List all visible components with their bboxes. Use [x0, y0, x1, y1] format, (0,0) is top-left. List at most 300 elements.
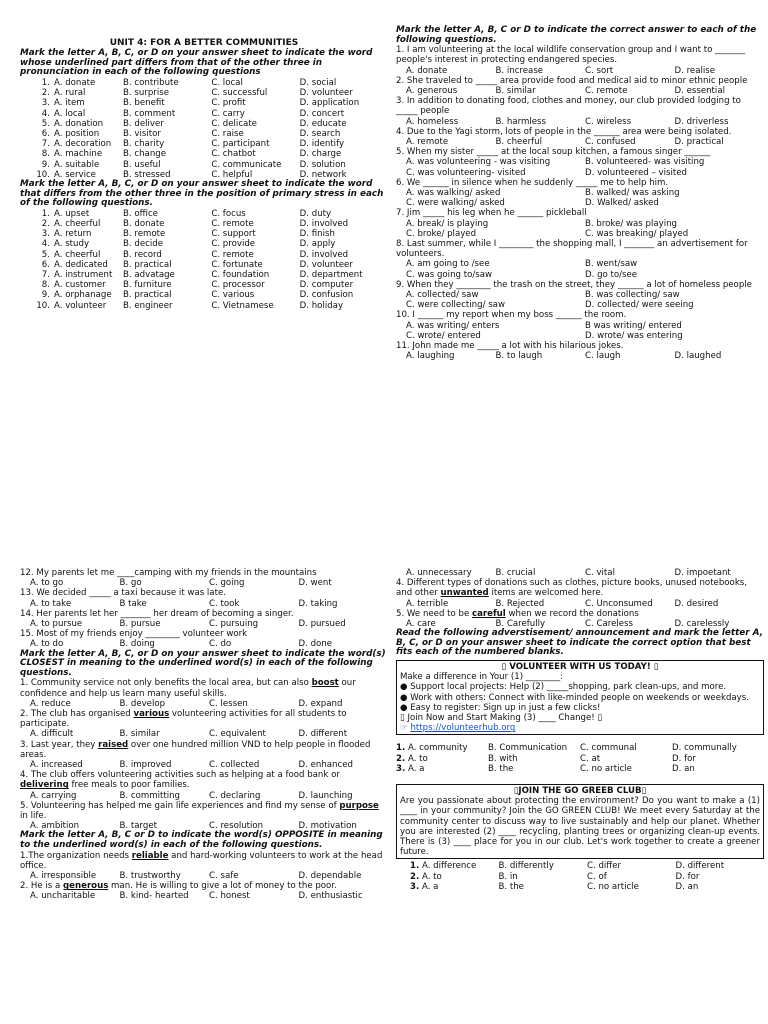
option-b: B. change [123, 149, 167, 160]
options-row [20, 871, 388, 881]
option-b: B. decide [123, 239, 163, 250]
underlined-word: boost [311, 678, 339, 689]
option-c: C. vital [585, 568, 615, 578]
option-d: D. practical [674, 137, 724, 148]
answer-a [410, 872, 499, 882]
question-number: 2. [41, 219, 50, 229]
option-d: D. wrote/ was entering [585, 330, 683, 341]
options-row [20, 760, 388, 770]
volunteerhub-link[interactable]: https://volunteerhub.org [410, 723, 516, 734]
answer-a-text: A. community [407, 743, 468, 754]
option-a: A. increased [30, 760, 83, 771]
option-a: A. was writing/ enters [406, 320, 500, 331]
question-row [20, 270, 388, 280]
option-text: A. volunteer [54, 300, 107, 311]
answer-b: B. Communication [488, 743, 568, 754]
option-c: C. honest [209, 891, 250, 902]
question-pre: 5. Volunteering has helped me gain life experiences and find my sense of [20, 800, 340, 811]
question-row [20, 219, 388, 229]
option-c: C. successful [211, 88, 268, 99]
option-c: C. chatbot [211, 149, 256, 160]
question-post: over one hundred million VND to help people in flooded areas. [20, 739, 371, 760]
option-d: D. charge [299, 149, 342, 160]
answer-number: 1. [410, 861, 420, 872]
answer-row [396, 754, 764, 764]
question-number: 8. [41, 280, 50, 291]
option-c: C. participant [211, 139, 270, 150]
option-d: D. network [299, 169, 347, 180]
green-club-text: Are you passionate about protecting the environment? Do you want to make a (1) ____ in your community? Join the GO GREEN CLUB! We meet every Saturday at the community center to discuss way to live sustainably and help our planet. Whether you are interested (2) ____ recycling, planting trees or organizing clean-up events. There is (3) ____ place for you in our club. Let's work together to create a greener future. [400, 796, 760, 858]
option-text: A. local [54, 108, 86, 119]
page-top-left [20, 26, 388, 311]
option-d: D. department [299, 270, 363, 281]
answer-a [396, 754, 488, 764]
option-d: D. confusion [299, 290, 354, 301]
option-text: A. study [54, 239, 90, 250]
option-c: C. focus [211, 208, 246, 219]
green-club-title: ▯JOIN THE GO GREEB CLUB▯ [513, 786, 647, 797]
pointing-hand-icon: ☞ [400, 723, 411, 734]
question-number: 10. [36, 169, 50, 180]
option-c: C. laugh [585, 351, 621, 362]
option-c: C. wireless [585, 116, 632, 127]
option-text: A. donation [54, 118, 104, 129]
question-number: 5. [41, 249, 50, 260]
options-row [20, 578, 388, 588]
opposite-instruction: Mark the letter A, B, C or D to indicate the word(s) OPPOSITE in meaning to the underlined word(s) in each of the following questions. [20, 830, 383, 851]
question-number: 6. [41, 259, 50, 270]
options-row [396, 290, 764, 310]
option-d: D. different [298, 729, 348, 740]
question-number: 10. [36, 300, 50, 311]
opposite-questions-more [396, 578, 764, 629]
question-number: 5. [41, 118, 50, 129]
question-number: 4. [41, 108, 50, 119]
option-d: D. dependable [298, 871, 362, 882]
question-row [20, 149, 388, 159]
options-row [20, 599, 388, 609]
answer-c: C. no article [580, 763, 632, 774]
ad-line: ● Support local projects: Help (2) _____shopping, park clean-ups, and more. [400, 682, 727, 693]
option-a: A. to take [30, 598, 72, 609]
option-d: D. solution [299, 159, 346, 170]
option-d: D. desired [674, 598, 719, 609]
page-bottom-right [396, 568, 764, 892]
carry-over-options [396, 568, 764, 578]
question-pre: 3. Last year, they [20, 739, 99, 750]
pronunciation-instruction: Mark the letter A, B, C, or D on your answer sheet to indicate the word whose underlined part differs from that of the other three in pronunciation in each of the following questions [20, 48, 373, 78]
answer-number: 2. [396, 753, 406, 764]
option-b: B. remote [123, 229, 166, 240]
option-c: C. carry [211, 108, 245, 119]
option-b: B. went/saw [585, 259, 638, 270]
question-row [20, 280, 388, 290]
options-row [20, 619, 388, 629]
answer-row [410, 861, 764, 871]
question-row [20, 229, 388, 239]
question-row [20, 88, 388, 98]
option-b: B. to laugh [495, 351, 543, 362]
question-text: 14. Her parents let her _______ her dream of becoming a singer. [20, 608, 294, 619]
question-text: 11. John made me _____ a lot with his hilarious jokes. [396, 341, 624, 352]
option-d: D. taking [298, 598, 338, 609]
option-text: A. customer [54, 280, 106, 291]
option-c: C. various [211, 290, 255, 301]
question-number: 9. [41, 159, 50, 170]
answer-a-text: A. a [407, 763, 425, 774]
option-a [20, 290, 123, 300]
option-c: C. support [211, 229, 256, 240]
option-text: A. dedicated [54, 259, 108, 270]
option-d: D. done [298, 639, 333, 650]
option-text: A. position [54, 129, 100, 139]
option-d: D. essential [674, 86, 725, 96]
question-pre: 5. We need to be [396, 608, 472, 619]
question-number: 1. [41, 208, 50, 219]
option-b: B. contribute [123, 77, 179, 88]
option-d: D. collected/ were seeing [585, 300, 694, 311]
option-c: C. resolution [209, 821, 264, 832]
option-a: A. carrying [30, 790, 77, 801]
underlined-word: unwanted [440, 588, 489, 599]
ad-line: ▯ Join Now and Start Making (3) ____ Change! ▯ [400, 713, 603, 724]
answer-b: B. in [498, 871, 518, 882]
opposite-questions [20, 851, 388, 902]
option-c: C. declaring [209, 790, 261, 801]
question-text: 12. My parents let me ____camping with my friends in the mountains [20, 568, 317, 578]
option-d: D. duty [299, 208, 332, 219]
option-c: C. raise [211, 129, 244, 139]
question-post: our confidence and help us learn many useful skills. [20, 678, 356, 699]
option-b: B. increase [495, 65, 544, 76]
question-pre: 1.The organization needs [20, 850, 132, 861]
option-a: A. difficult [30, 729, 74, 740]
option-b: B. go [119, 578, 142, 589]
question-row [20, 139, 388, 149]
answer-b: B. the [488, 763, 514, 774]
option-text: A. return [54, 229, 92, 240]
option-b: B. develop [119, 698, 166, 709]
option-c: C. Careless [585, 619, 633, 630]
answer-a-text: A. to [407, 753, 428, 764]
option-c: C. pursuing [209, 619, 259, 630]
option-d: D. educate [299, 118, 347, 129]
question-row [20, 78, 388, 88]
option-d: D. carelessly [674, 619, 730, 630]
options-row [396, 188, 764, 208]
question-text: 15. Most of my friends enjoy ________ volunteer work [20, 629, 248, 640]
option-b: B. record [123, 249, 162, 260]
option-c: C. foundation [211, 270, 270, 281]
answer-number: 2. [410, 871, 420, 882]
option-a [20, 301, 123, 311]
option-text: A. suitable [54, 159, 100, 170]
question-pre: 2. He is a [20, 881, 64, 892]
option-d: D. holiday [299, 300, 344, 311]
option-a: A. care [406, 619, 436, 630]
volunteer-ad-answers [396, 743, 764, 774]
verb-form-questions [20, 568, 388, 650]
option-d: D. volunteer [299, 88, 353, 99]
question-text: 3. In addition to donating food, clothes and money, our club provided lodging to _____ people [396, 96, 741, 117]
question-row [20, 209, 388, 219]
option-b: B. volunteered- was visiting [585, 157, 705, 168]
option-a [20, 260, 123, 270]
option-a: A. to go [30, 578, 64, 589]
option-text: A. cheerful [54, 249, 101, 260]
option-b: B. stressed [123, 169, 171, 180]
answer-b: B. with [488, 753, 518, 764]
option-d: D. finish [299, 229, 335, 240]
question-row [20, 290, 388, 300]
answer-row [410, 872, 764, 882]
page-bottom-left [20, 568, 388, 902]
question-row [20, 260, 388, 270]
answer-c: C. differ [587, 861, 622, 872]
option-d: D. enthusiastic [298, 891, 363, 902]
option-b: B. walked/ was asking [585, 188, 680, 199]
question-number: 3. [41, 98, 50, 109]
answer-c: C. at [580, 753, 601, 764]
option-b: B. kind- hearted [119, 891, 189, 902]
option-b: B. similar [495, 86, 536, 96]
option-b: B. practical [123, 290, 172, 301]
option-c: C. safe [209, 871, 239, 882]
option-c: C. equivalent [209, 729, 266, 740]
option-c: C. collected [209, 760, 260, 771]
answer-a-text: A. difference [421, 861, 477, 872]
option-b: B. cheerful [495, 137, 542, 148]
option-c: C. going [209, 578, 245, 589]
option-text: A. orphanage [54, 290, 112, 301]
option-d: D. launching [298, 790, 353, 801]
option-a: A. terrible [406, 598, 449, 609]
option-d: D. social [299, 77, 337, 88]
question-row [20, 250, 388, 260]
question-number: 7. [41, 270, 50, 281]
question-post: when we record the donations [505, 608, 639, 619]
unit-title: UNIT 4: FOR A BETTER COMMUNITIES [109, 38, 299, 48]
volunteer-ad-lines [400, 672, 760, 723]
question-number: 1. [41, 77, 50, 88]
stress-instruction: Mark the letter A, B, C, or D on your answer sheet to indicate the word that differs from the other three in the position of primary stress in each of the following questions. [20, 179, 384, 209]
option-d: D. go to/see [585, 269, 638, 280]
option-d: D. application [299, 98, 360, 109]
option-d: D. realise [674, 65, 716, 76]
option-b: B. committing [119, 790, 181, 801]
question-text [20, 770, 388, 790]
option-text: A. instrument [54, 270, 113, 281]
option-text: A. upset [54, 208, 90, 219]
option-b: B. similar [119, 729, 160, 740]
question-post: items are welcomed here. [488, 588, 604, 599]
question-text: 7. Jim _____ his leg when he ______ pickleball [396, 208, 587, 219]
option-c: C. was volunteering- visited [406, 167, 526, 178]
answer-a [396, 743, 488, 753]
question-text [396, 609, 764, 619]
question-number: 7. [41, 139, 50, 150]
option-a: A. homeless [406, 116, 459, 127]
option-b: B. advatage [123, 270, 175, 281]
option-text: A. machine [54, 149, 103, 160]
option-a: A. to pursue [30, 619, 83, 630]
option-c: C. took [209, 598, 240, 609]
option-a: A. remote [406, 137, 449, 148]
option-c: C. remote [211, 219, 254, 229]
answer-b: B. differently [498, 861, 554, 872]
option-b: B. benefit [123, 98, 165, 109]
option-b: B take [119, 598, 147, 609]
option-text: A. rural [54, 88, 86, 99]
question-text [20, 709, 388, 729]
option-d: C. was breaking/ played [585, 228, 689, 239]
question-text [20, 740, 388, 760]
options-row [396, 321, 764, 341]
question-number: 2. [41, 88, 50, 99]
option-c: C. local [211, 77, 243, 88]
option-c: C. Vietnamese [211, 300, 274, 311]
option-b: B. harmless [495, 116, 546, 127]
option-d: D. apply [299, 239, 336, 250]
option-a: A. to do [30, 639, 64, 650]
green-club-answers [396, 861, 764, 892]
option-a: A. uncharitable [30, 891, 96, 902]
option-a: A. donate [406, 65, 448, 76]
option-b: B. target [119, 821, 157, 832]
option-b: B. Rejected [495, 598, 545, 609]
answer-row [410, 882, 764, 892]
question-post: man. He is willing to give a lot of money to the poor. [108, 881, 337, 892]
question-row [20, 98, 388, 108]
answer-number: 3. [410, 881, 420, 892]
options-row [396, 259, 764, 279]
option-a [20, 109, 123, 119]
options-row [396, 117, 764, 127]
underlined-word: various [133, 709, 170, 720]
option-b: B was writing/ entered [585, 320, 682, 331]
option-a [20, 98, 123, 108]
option-text: A. decoration [54, 139, 112, 150]
question-text: 5. When my sister _____ at the local soup kitchen, a famous singer ______ [396, 147, 711, 158]
answer-d: D. an [672, 763, 695, 774]
option-b: B. office [123, 208, 158, 219]
question-number: 9. [41, 290, 50, 301]
question-pre: 4. Different types of donations such as clothes, picture books, unused notebooks, and other [396, 578, 748, 599]
option-a: A. generous [406, 86, 458, 96]
underlined-word: careful [471, 608, 506, 619]
option-b: B. Carefully [495, 619, 546, 630]
option-d: D. impoetant [674, 568, 731, 578]
option-b: B. was collecting/ saw [585, 290, 680, 301]
option-d: D. enhanced [298, 760, 353, 771]
question-text: 13. We decided _____ a taxi because it was late. [20, 588, 226, 599]
option-c: C. lessen [209, 698, 248, 709]
question-number: 4. [41, 239, 50, 250]
underlined-word: purpose [339, 800, 379, 811]
option-d: D. search [299, 129, 341, 139]
option-c: C. fortunate [211, 259, 263, 270]
options-row [396, 157, 764, 177]
options-row [396, 351, 764, 361]
option-c: C. Unconsumed [585, 598, 653, 609]
option-c: C. were walking/ asked [406, 198, 505, 209]
option-c: C. confused [585, 137, 636, 148]
options-row [396, 66, 764, 76]
question-row [20, 109, 388, 119]
question-row [20, 160, 388, 170]
option-d: D. concert [299, 108, 345, 119]
options-row [396, 219, 764, 239]
option-a [20, 78, 123, 88]
option-a [20, 88, 123, 98]
question-post: free meals to poor families. [68, 780, 190, 791]
option-a: A. was volunteering - was visiting [406, 157, 551, 168]
question-text [20, 678, 388, 698]
option-a [20, 280, 123, 290]
question-row [20, 119, 388, 129]
question-post: and hard-working volunteers to work at the head office. [20, 850, 383, 871]
options-row [20, 791, 388, 801]
answer-d: D. an [675, 881, 699, 892]
option-a [20, 119, 123, 129]
question-text: 10. I ______ my report when my boss ______ the room. [396, 310, 627, 321]
underlined-word: raised [98, 739, 129, 750]
option-d: D. involved [299, 249, 349, 260]
option-b: B. useful [123, 159, 161, 170]
answer-d: D. communally [672, 743, 737, 754]
option-a [20, 129, 123, 139]
option-a: A. reduce [30, 698, 71, 709]
answer-row [396, 743, 764, 753]
option-b: B. furniture [123, 280, 172, 291]
closest-questions [20, 678, 388, 831]
question-text [20, 851, 388, 871]
option-c: C. remote [211, 249, 254, 260]
option-d: D. pursued [298, 619, 346, 630]
option-a [20, 239, 123, 249]
question-pre: 4. The club offers volunteering activities such as helping at a food bank or [20, 770, 340, 781]
option-c: C. wrote/ entered [406, 330, 481, 341]
question-text [20, 881, 388, 891]
grammar-questions [396, 45, 764, 361]
question-text: 1. I am volunteering at the local wildlife conservation group and I want to _______ people's interest in protecting endangered species. [396, 45, 746, 66]
options-row [396, 599, 764, 609]
option-c: C. helpful [211, 169, 253, 180]
option-text: A. cheerful [54, 219, 101, 229]
stress-questions [20, 209, 388, 311]
answer-a-text: A. to [421, 871, 442, 882]
option-d: D. identify [299, 139, 345, 150]
option-b: B. visitor [123, 129, 161, 139]
option-a [20, 229, 123, 239]
option-a: A. was walking/ asked [406, 188, 501, 199]
answer-row [396, 764, 764, 774]
option-c: C. profit [211, 98, 246, 109]
option-b: B. engineer [123, 300, 173, 311]
ad-line: Make a difference in Your (1) ________: [400, 672, 564, 683]
question-text: 6. We ______ in silence when he suddenly _____ me to help him. [396, 177, 669, 188]
answer-c: C. of [587, 871, 607, 882]
option-a: A. am going to /see [406, 259, 490, 270]
option-a: A. unnecessary [406, 568, 472, 578]
question-text: 9. When they ________ the trash on the street, they ______ a lot of homeless people [396, 279, 752, 290]
question-row [20, 239, 388, 249]
option-a: A. irresponsible [30, 871, 97, 882]
option-text: A. item [54, 98, 85, 109]
options-row [20, 729, 388, 739]
answer-a-text: A. a [421, 881, 439, 892]
option-c: C. delicate [211, 118, 257, 129]
